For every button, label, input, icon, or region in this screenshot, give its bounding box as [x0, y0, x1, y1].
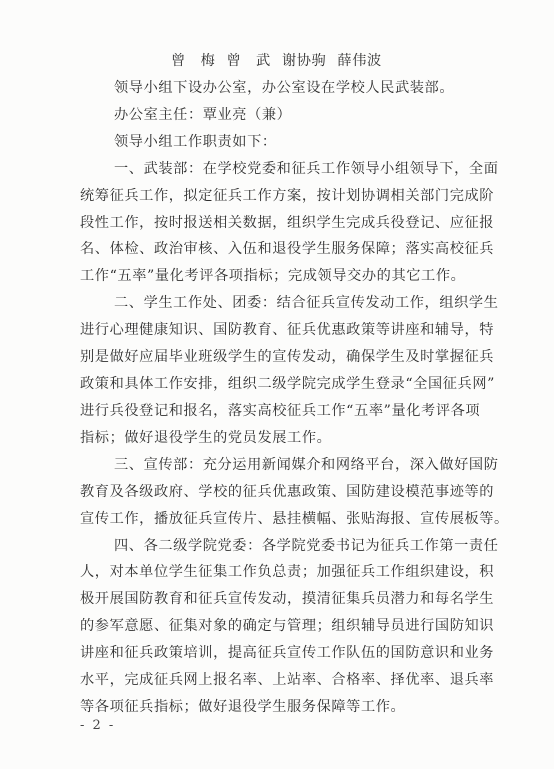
paragraph-line: 进行兵役登记和报名，落实高校征兵工作“五率”量化考评各项 — [80, 402, 481, 419]
paragraph-line: 领导小组工作职责如下： — [114, 133, 277, 150]
page-number: - 2 - — [80, 718, 116, 733]
paragraph-line: 办公室主任：覃业亮（兼） — [114, 106, 292, 123]
paragraph-line: 二、学生工作处、团委：结合征兵宣传发动工作，组织学生 — [114, 295, 499, 312]
paragraph-line: 四、各二级学院党委：各学院党委书记为征兵工作第一责任 — [114, 537, 499, 554]
paragraph-line: 等各项征兵指标；做好退役学生服务保障等工作。 — [80, 699, 406, 715]
member-names-line: 曾 梅 曾 武 谢协驹 薛伟波 — [171, 53, 382, 69]
paragraph-line: 一、武装部：在学校党委和征兵工作领导小组领导下，全面 — [114, 160, 499, 177]
paragraph-line: 工作“五率”量化考评各项指标；完成领导交办的其它工作。 — [80, 268, 466, 285]
paragraph-line: 水平，完成征兵网上报名率、上站率、合格率、择优率、退兵率 — [80, 672, 495, 689]
paragraph-line: 人，对本单位学生征集工作负总责；加强征兵工作组织建设，积 — [80, 564, 495, 581]
paragraph-line: 名、体检、政治审核、入伍和退役学生服务保障；落实高校征兵 — [80, 241, 495, 258]
paragraph-line: 进行心理健康知识、国防教育、征兵优惠政策等讲座和辅导，特 — [80, 322, 495, 339]
paragraph-line: 教育及各级政府、学校的征兵优惠政策、国防建设模范事迹等的 — [80, 483, 495, 500]
paragraph-line: 宣传工作，播放征兵宣传片、悬挂横幅、张贴海报、宣传展板等。 — [80, 510, 509, 527]
paragraph-line: 领导小组下设办公室，办公室设在学校人民武装部。 — [114, 79, 455, 96]
paragraph-line: 段性工作，按时报送相关数据，组织学生完成兵役登记、应征报 — [80, 214, 495, 231]
paragraph-line: 指标；做好退役学生的党员发展工作。 — [80, 429, 332, 446]
paragraph-line: 讲座和征兵政策培训，提高征兵宣传工作队伍的国防意识和业务 — [80, 645, 495, 662]
paragraph-line: 政策和具体工作安排，组织二级学院完成学生登录“全国征兵网” — [80, 376, 495, 392]
paragraph-line: 的参军意愿、征集对象的确定与管理；组织辅导员进行国防知识 — [80, 618, 495, 635]
paragraph-line: 三、宣传部：充分运用新闻媒介和网络平台，深入做好国防 — [114, 456, 499, 473]
paragraph-line: 极开展国防教育和征兵宣传发动，摸清征集兵员潜力和每名学生 — [80, 591, 495, 608]
paragraph-line: 统筹征兵工作，拟定征兵工作方案，按计划协调相关部门完成阶 — [80, 187, 495, 204]
paragraph-line: 别是做好应届毕业班级学生的宣传发动，确保学生及时掌握征兵 — [80, 349, 495, 366]
